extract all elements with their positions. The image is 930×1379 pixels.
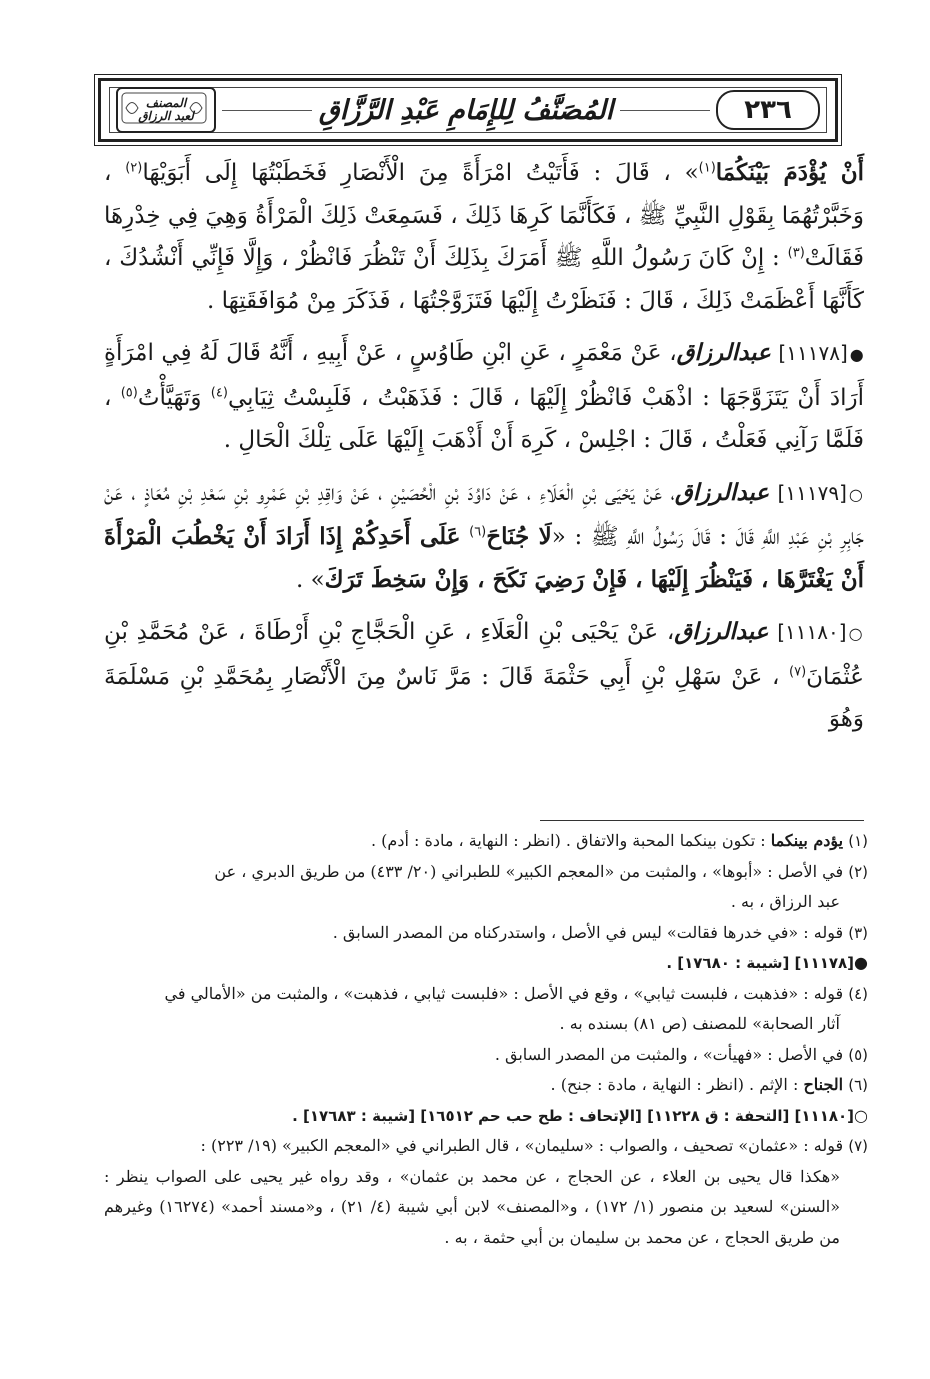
- seal-line-1: المصنف: [145, 96, 187, 111]
- footnote-term: يؤدم بينكما: [770, 831, 844, 850]
- paragraph-continuation: [104, 152, 864, 322]
- reference-text: [١١١٧٨] [شيبة : ١٧٦٨٠] .: [666, 954, 855, 972]
- footnote-text: قوله : «في خدرها فقالت» ليس في الأصل ، واستدركناه من المصدر السابق .: [332, 922, 844, 942]
- book-title: المُصَنَّفُ لِلإِمَامِ عَبْدِ الرَّزَّاقِ: [318, 94, 614, 126]
- hadith-text: لَا جُنَاحَ: [486, 523, 552, 550]
- header-frame: [109, 87, 827, 133]
- footnote-continuation: آثار الصحابة» للمصنف (ص ٨١) بسنده به .: [559, 1014, 840, 1033]
- text-segment: ، عَنْ سَهْلِ بْنِ أَبِي حَثْمَةَ قَالَ : مَرَّ نَاسٌ مِنَ الْأَنْصَارِ بِمُحَمَّدِ بْنِ مَسْلَمَةَ وَهُوَ: [104, 663, 864, 732]
- footnote-6: [104, 1070, 868, 1101]
- text-segment: وَتَهَيَّأْتُ: [137, 384, 202, 411]
- filled-circle-icon: ●: [849, 345, 865, 364]
- hadith-text: عَلَى أَحَدِكُمْ إِذَا أَرَادَ أَنْ يَخْطُبَ الْمَرْأَةَ أَنْ يَغْتَرَّهَا ، فَيَنْظُرَ إِلَيْهَا ، فَإِنْ رَضِيَ نَكَحَ ، وَإِنْ سَخِطَ تَرَكَ: [104, 523, 864, 593]
- footnote-number: (٢): [848, 862, 868, 881]
- hadith-number: [١١١٧٩]: [777, 480, 847, 505]
- reference-11180: [104, 1101, 868, 1132]
- footnote-4: [104, 979, 868, 1040]
- footnote-text: قوله : «عثمان» تصحيف ، والصواب : «سليمان» ، قال الطبراني في «المعجم الكبير» (١٩/ ٢٢٣) :: [200, 1136, 844, 1155]
- reference-text: [١١١٨٠] [التحفة : ق ١١٢٢٨] [الإتحاف : طح حب حم ١٦٥١٢] [شيبة : ١٧٦٨٣] .: [292, 1106, 855, 1125]
- footnote-continuation: «هكذا قال يحيى بن العلاء ، عن الحجاج ، عن محمد بن عثمان» ، وقد رواه غير يحيى على الصواب ينظر : «السنن» لسعيد بن منصور (١/ ١٧٢) ، و«المصنف» لابن أبي شيبة (٤/ ٢١) ، و«مسند أحمد» (١٦٢٧٤) وغيرهم من طريق الحجاج ، عن محمد بن سليمان بن أبي حثمة ، به .: [104, 1166, 841, 1247]
- hadith-number: [١١١٨٠]: [777, 620, 847, 644]
- footnote-number: (٦): [848, 1076, 868, 1094]
- hollow-circle-icon: ○: [848, 484, 864, 504]
- header-ornament-left: [222, 110, 312, 111]
- page-header: [98, 78, 838, 142]
- text-segment: ، عَنْ يَحْيَى بْنِ الْعَلَاءِ ، عَنْ دَاوُدَ بْنِ الْحُصَيْنِ ، عَنْ وَاقِدِ بْنِ عَمْرِو بْنِ سَعْدِ بْنِ مُعَاذٍ ، عَنْ جَابِرِ بْنِ عَبْدِ اللَّهِ قَالَ : قَالَ رَسُولُ اللَّهِ ﷺ : «: [104, 479, 865, 550]
- footnote-ref: (١): [698, 160, 716, 176]
- narrator-name: عبدالرزاق: [674, 618, 769, 645]
- text-segment: ، وَخَبَّرْتُهُمَا بِقَوْلِ النَّبِيِّ ﷺ ، فَكَأَنَّمَا كَرِهَا ذَلِكَ ، فَسَمِعَتْ ذَلِكَ الْمَرْأَةُ وَهِيَ فِي خِدْرِهَا فَقَالَتْ: [104, 160, 864, 271]
- text-segment: ، عَنْ مَعْمَرٍ ، عَنِ ابْنِ طَاوُسٍ ، عَنْ أَبِيهِ ، أَنَّهُ قَالَ لَهُ فِي امْرَأَةٍ أَرَادَ أَنْ يَتَزَوَّجَهَا : اذْهَبْ فَانْظُرْ إِلَيْهَا ، قَالَ : فَذَهَبْتُ ، فَلَبِسْتُ ثِيَابِي: [104, 340, 865, 411]
- footnote-number: (٥): [848, 1045, 868, 1064]
- page-number: ٢٣٦: [716, 90, 820, 130]
- text-segment: ، فَلَمَّا رَآنِي فَعَلْتُ ، قَالَ : اجْلِسْ ، كَرِهَ أَنْ أَذْهَبَ إِلَيْهَا عَلَى تِلْكَ الْحَالِ .: [104, 384, 864, 453]
- text-segment: » ، قَالَ : فَأَتَيْتُ امْرَأَةً مِنَ الْأَنْصَارِ فَخَطَبْتُهَا إِلَى أَبَوَيْهَا: [142, 160, 699, 186]
- footnote-ref: (٦): [469, 524, 487, 540]
- narrator-name: عبدالرزاق: [674, 478, 770, 506]
- footnote-1: [104, 826, 868, 857]
- hadith-11178: [104, 332, 864, 462]
- seal-line-2: لعبد الرزاق: [138, 109, 194, 123]
- footnote-2: [104, 857, 868, 918]
- text-segment: ، عَنْ يَحْيَى بْنِ الْعَلَاءِ ، عَنِ الْحَجَّاجِ بْنِ أَرْطَاةَ ، عَنْ مُحَمَّدِ بْنِ عُثْمَانَ: [104, 619, 865, 690]
- main-text: [104, 152, 864, 751]
- text-segment: » .: [295, 566, 325, 593]
- footnote-ref: (٥): [120, 384, 138, 400]
- footnote-number: (٣): [848, 923, 868, 942]
- footnote-7: [104, 1131, 868, 1253]
- footnote-term: الجناح: [803, 1075, 844, 1094]
- footnote-ref: (٤): [210, 384, 228, 400]
- narrator-name: عبدالرزاق: [676, 339, 771, 366]
- filled-circle-icon: ●: [854, 953, 868, 972]
- footnote-ref: (٧): [789, 663, 807, 679]
- footnote-text: في الأصل : «فهيأت» ، والمثبت من المصدر السابق .: [494, 1044, 844, 1064]
- text-segment: أَنْ يُؤْدَمَ بَيْنَكُمَا: [715, 159, 864, 186]
- text-segment: : إِنْ كَانَ رَسُولُ اللَّهِ ﷺ أَمَرَكَ بِذَلِكَ أَنْ تَنْظُرَ فَانْظُرْ ، وَإِلَّا فَإِنِّي أَنْشُدُكَ ، كَأَنَّهَا أَعْظَمَتْ ذَلِكَ ، قَالَ : فَنَظَرْتُ إِلَيْهَا فَتَزَوَّجْتُهَا ، فَذَكَرَ مِنْ مُوَافَقَتِهَا .: [104, 245, 864, 314]
- footnote-text: قوله : «فذهبت ، فلبست ثيابي» ، وقع في الأصل : «فلبست ثيابي ، فذهبت» ، والمثبت من «الأمالي في: [164, 983, 844, 1003]
- footnote-ref: (٢): [125, 160, 143, 176]
- hadith-number: [١١١٧٨]: [778, 341, 848, 365]
- hadith-11179: [104, 472, 864, 602]
- footnote-continuation: عبد الرزاق ، به .: [730, 892, 840, 911]
- footnote-number: (٧): [848, 1137, 868, 1155]
- footnote-text: في الأصل : «أبوها» ، والمثبت من «المعجم الكبير» للطبراني (٢٠/ ٤٣٣) من طريق الدبري ، عن: [214, 861, 844, 881]
- footnote-3: [104, 918, 868, 949]
- hollow-circle-icon: ○: [848, 624, 864, 643]
- footnote-text: : تكون بينكما المحبة والاتفاق . (انظر : النهاية ، مادة : أدم) .: [371, 831, 766, 850]
- seal-text: [138, 97, 194, 122]
- footnote-separator: [540, 820, 864, 821]
- footnote-text: : الإثم . (انظر : النهاية ، مادة : جنح) .: [550, 1075, 799, 1094]
- reference-11178: [104, 948, 868, 979]
- footnote-ref: (٣): [787, 245, 805, 261]
- hadith-11180: [104, 611, 864, 741]
- footnotes: [104, 826, 868, 1253]
- publisher-seal-icon: [116, 87, 216, 133]
- footnote-5: [104, 1040, 868, 1071]
- header-ornament-right: [620, 110, 710, 111]
- hollow-circle-icon: ○: [854, 1105, 868, 1125]
- footnote-number: (١): [848, 832, 868, 850]
- footnote-number: (٤): [848, 984, 868, 1003]
